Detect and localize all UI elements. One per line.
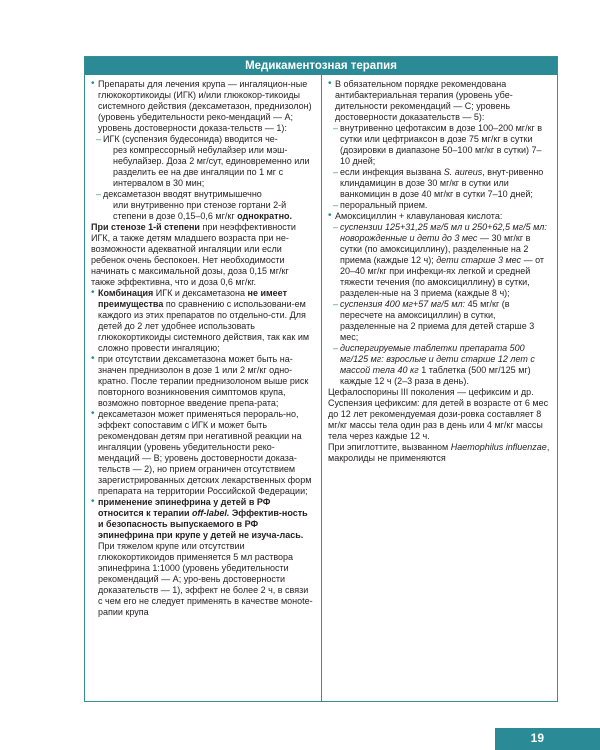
dash-icon: – [333, 167, 339, 177]
table-header: Медикаментозная терапия [85, 57, 557, 75]
bullet-icon: • [91, 408, 95, 419]
sub-item: – если инфекция вызвана S. aureus, внут-ривенно клиндамицин в дозе 30 мг/кг в сутки или ванкомицин в дозе 40 мг/кг в сутки 7–10 дней; [333, 167, 544, 199]
sub-item: – дексаметазон вводят внутримышечно [96, 189, 262, 199]
list-item: • Препараты для лечения крупа — ингаляцион-ные глюкокортикоиды (ИГК) и/или глюкокор-тикоиды системного действия (дексаметазон, преднизолон) (уровень убедительности реко-мендаций — А; уровень достоверности доказа-тельств — 1): [91, 78, 312, 133]
bullet-icon: • [91, 78, 95, 89]
list-item: • Амоксициллин + клавулановая кислота: [328, 210, 503, 221]
dash-icon: – [333, 299, 339, 309]
list-item: • при отсутствии дексаметазона может быть на-значен преднизолон в дозе 1 или 2 мг/кг одно-кратно. После терапии преднизолоном выше риск повторного возникновения симптомов крупа, возможно повторное введение препа-рата; [91, 353, 309, 408]
sub-item: – пероральный прием. [333, 200, 428, 210]
page-number-tab [495, 728, 600, 750]
sub-item-cont: рез компрессорный небулайзер или мэш-небулайзер. Доза 2 мг/сут, единовременно или разделить ее на две ингаляции по 1 мг с интервалом в 30 мин; [113, 145, 310, 188]
page-number: 19 [530, 731, 544, 745]
sub-item: – суспензия 400 мг+57 мг/5 мл: 45 мг/кг (в пересчете на амоксициллин) в сутки, разделенные на 2 приема для детей старше 3 мес; [333, 299, 535, 342]
list-item: • Комбинация ИГК и дексаметазона не имеет преимущества по сравнению с использовани-ем каждого из этих препаратов по отдельно-сти. Для детей до 2 лет удобнее использовать глюкокортикоиды системного действия, так как им сложно провести ингаляцию; [91, 287, 310, 353]
sub-item-cont: или внутривенно при стенозе гортани 2-й степени в дозе 0,15–0,6 мг/кг однократно. [113, 200, 292, 221]
bullet-icon: • [328, 210, 332, 221]
dash-icon: – [333, 123, 339, 133]
right-column [322, 75, 557, 701]
left-column [85, 75, 322, 701]
dash-icon: – [333, 222, 339, 232]
sub-item: – ИГК (суспензия будесонида) вводится че- [96, 134, 278, 144]
paragraph: При эпиглоттите, вызванном Haemophilus influenzae, макролиды не применяются [328, 442, 550, 463]
bullet-icon: • [91, 287, 95, 298]
list-item: • применение эпинефрина у детей в РФ относится к терапии off-label. Эффектив-ность и безопасность выпускаемого в РФ эпинефрина при крупе у детей не изучa-лась. При тяжелом крупе или отсутствии глюкокортикоидов применяется 5 мл раствора эпинефрина 1:1000 (уровень убедительности рекомендаций — А; уро-вень достоверности доказательств — 1), эффект не более 2 ч, в связи с чем его не следует применять в качестве монote-рапии крупа [91, 496, 313, 617]
dash-icon: – [96, 189, 102, 199]
paragraph: Цефалоспорины III поколения — цефиксим и др. [328, 387, 534, 397]
bullet-icon: • [91, 496, 95, 507]
dash-icon: – [333, 200, 339, 210]
list-item: • В обязательном порядке рекомендована антибактериальная терапия (уровень убе-дительности рекомендаций — С; уровень достоверности доказательств — 5): [328, 78, 513, 122]
paragraph: При стенозе 1-й степени при неэффективности ИГК, а также детям младшего возраста при не-возможности адекватной ингаляции или если ребенок очень беспокоен. Нет необходимости начинать с максимальной дозы, доза 0,15 мг/кг также эффективна, что и доза 0,6 мг/кг. [91, 222, 296, 287]
dash-icon: – [96, 134, 102, 144]
therapy-table [84, 56, 558, 702]
sub-item: – суспензии 125+31,25 мг/5 мл и 250+62,5 мг/5 мл: новорожденные и дети до 3 мес — 30 мг/кг в сутки (по амоксициллину), разделенные на 2 приема (каждые 12 ч); дети старше 3 мес — от 20–40 мг/кг при инфекци-ях легкой и средней тяжести течения (по амоксициллину) в сутки, разделен-ные на 3 приема (каждые 8 ч); [333, 222, 547, 298]
bullet-icon: • [91, 353, 95, 364]
bullet-icon: • [328, 78, 332, 89]
paragraph: Суспензия цефиксим: для детей в возрасте от 6 мес до 12 лет рекомендуемая дози-ровка составляет 8 мг/кг массы тела один раз в день или 4 мг/кг массы тела через каждые 12 ч. [328, 398, 549, 441]
sub-item: – внутривенно цефотаксим в дозе 100–200 мг/кг в сутки или цефтриаксон в дозе 75 мг/кг в сутки (дозировки в диапазоне 50–100 мг/кг в сутки) 7–10 дней; [333, 123, 543, 166]
sub-item: – диспергируемые таблетки препарата 500 мг/125 мг: взрослые и дети старше 12 лет с массой тела 40 кг 1 таблетка (500 мг/125 мг) каждые 12 ч (2–3 раза в день). [333, 343, 535, 386]
dash-icon: – [333, 343, 339, 353]
list-item: • дексаметазон может применяться перораль-но, эффект сопоставим с ИГК и может быть рекомендован детям при негативной реакции на ингаляции (уровень убедительности реко-мендаций — В; уровень достоверности доказа-тельств — 2), но прием ограничен отсутствием зарегистрированных детских лекарственных форм препарата на территории Российской Федерации; [91, 408, 312, 496]
